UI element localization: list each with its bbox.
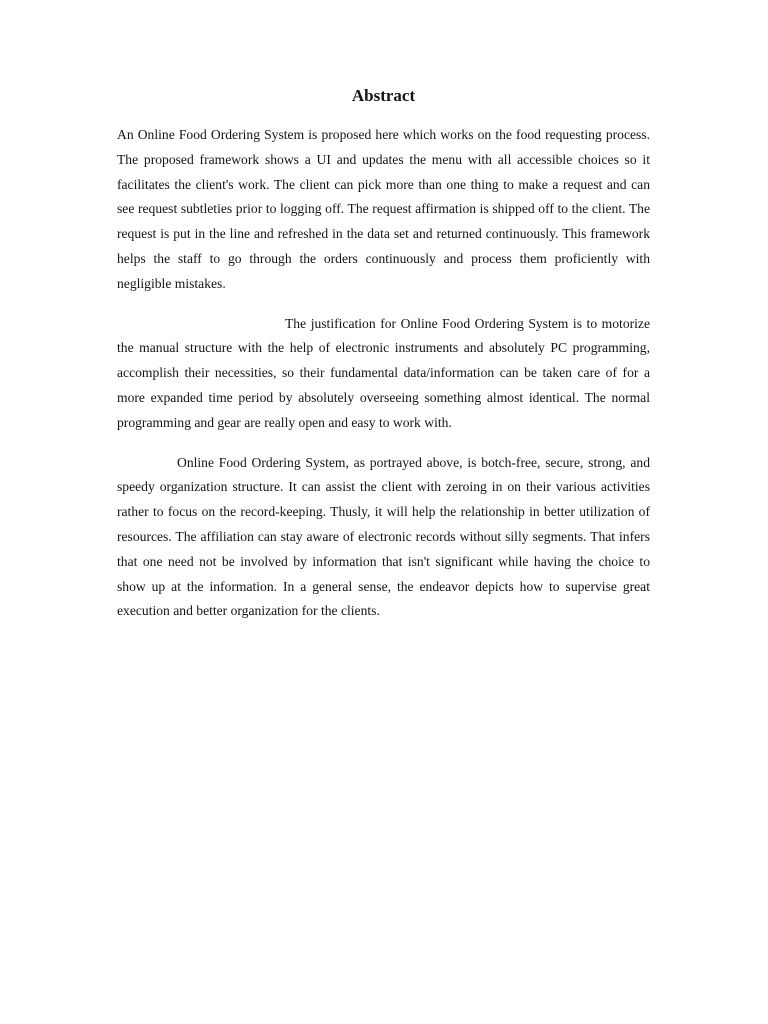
document-page (117, 84, 650, 624)
document-title: Abstract (351, 86, 416, 105)
abstract-paragraph-3: Online Food Ordering System, as portrayed above, is botch-free, secure, strong, and speedy organization structure. It can assist the client with zeroing in on their various activities rather to focus on the record-keeping. Thusly, it will help the relationship in better utilization of resources. The affiliation can stay aware of electronic records without silly segments. That infers that one need not be involved by information that isn't significant while having the choice to show up at the information. In a general sense, the endeavor depicts how to supervise great execution and better organization for the clients. (117, 454, 650, 619)
abstract-paragraph-1: An Online Food Ordering System is proposed here which works on the food requesting process. The proposed framework shows a UI and updates the menu with all accessible choices so it facilitates the client's work. The client can pick more than one thing to make a request and can see request subtleties prior to logging off. The request affirmation is shipped off to the client. The request is put in the line and refreshed in the data set and returned continuously. This framework helps the staff to go through the orders continuously and process them proficiently with negligible mistakes. (117, 127, 650, 291)
abstract-paragraph-2: The justification for Online Food Ordering System is to motorize the manual structure with the help of electronic instruments and absolutely PC programming, accomplish their necessities, so their fundamental data/information can be taken care of for a more expanded time period by absolutely overseeing something almost identical. The normal programming and gear are really open and easy to work with. (117, 315, 650, 430)
